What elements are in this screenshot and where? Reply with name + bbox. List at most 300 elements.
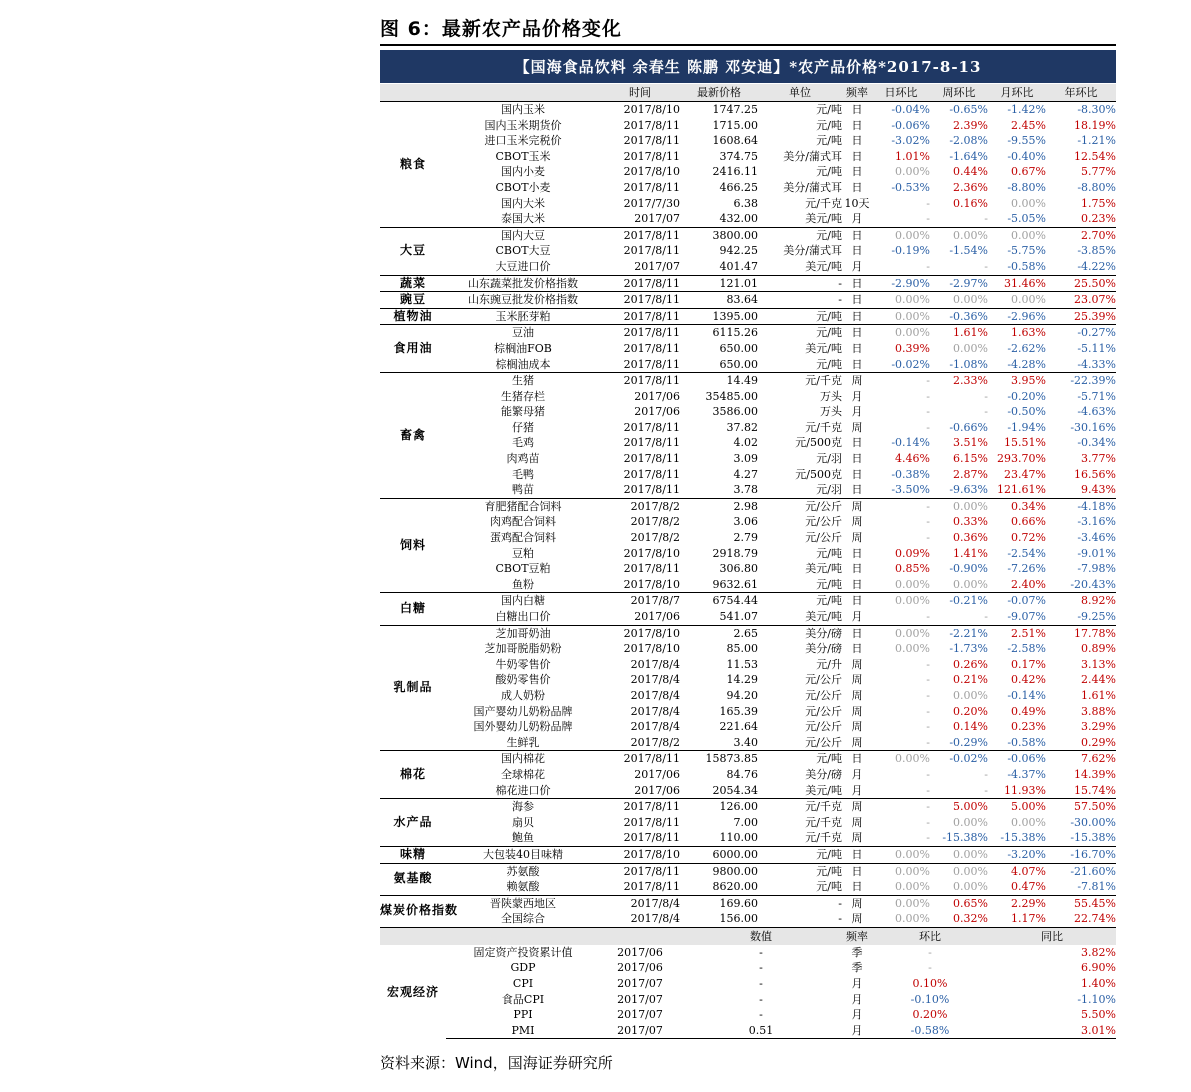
- item-price: 374.75: [719, 149, 758, 163]
- item-unit: 元/羽: [816, 483, 842, 497]
- item-frequency: 周: [851, 531, 863, 545]
- item-price: 3586.00: [712, 405, 758, 419]
- macro-row: [380, 1023, 1116, 1039]
- macro-header-row: [380, 927, 1116, 945]
- change-m: 2.40%: [1011, 577, 1046, 591]
- macro-time: 2017/07: [617, 992, 663, 1006]
- change-m: 2.45%: [1011, 118, 1046, 132]
- change-d: -: [872, 373, 930, 389]
- change-m: -1.42%: [988, 102, 1046, 118]
- category-cell: 畜禽: [380, 373, 446, 499]
- category-cell: 蔬菜: [380, 275, 446, 292]
- item-price: 15873.85: [680, 751, 758, 767]
- header-time: 时间: [600, 84, 680, 102]
- macro-value: -: [759, 961, 763, 975]
- change-m: -2.58%: [1007, 642, 1046, 656]
- item-time: 2017/8/4: [630, 673, 680, 687]
- change-d: 0.00%: [872, 625, 930, 641]
- item-price: 84.76: [726, 767, 758, 781]
- change-d: -: [926, 673, 930, 687]
- table-row: [380, 243, 1116, 259]
- item-frequency: 周: [851, 815, 863, 829]
- change-w: -0.21%: [930, 593, 988, 609]
- item-name: 国内小麦: [501, 165, 545, 179]
- change-y: 7.62%: [1046, 751, 1116, 767]
- item-unit: 元/吨: [758, 846, 842, 863]
- macro-time: 2017/06: [617, 945, 663, 959]
- item-frequency: 月: [851, 767, 863, 781]
- item-time: 2017/8/11: [623, 357, 680, 371]
- item-frequency: 周: [851, 673, 863, 687]
- item-frequency: 周: [851, 720, 863, 734]
- change-y: 25.50%: [1046, 275, 1116, 292]
- item-time: 2017/8/11: [623, 467, 680, 481]
- change-y: -22.39%: [1046, 373, 1116, 389]
- table-row: [380, 879, 1116, 895]
- item-unit: 元/吨: [758, 325, 842, 341]
- change-w: 5.00%: [930, 799, 988, 815]
- item-name: 仔猪: [512, 420, 534, 434]
- item-frequency: 日: [851, 357, 863, 371]
- item-frequency: 月: [851, 610, 863, 623]
- item-name: 国内棉花: [446, 751, 600, 767]
- item-unit: 美元/吨: [805, 562, 842, 576]
- item-frequency: 日: [851, 180, 863, 194]
- macro-mom: -0.10%: [910, 992, 950, 1006]
- change-y: 17.78%: [1046, 625, 1116, 641]
- item-unit: 万头: [820, 389, 842, 403]
- item-unit: 元/吨: [816, 880, 842, 894]
- change-d: -: [926, 531, 930, 545]
- change-m: 2.51%: [988, 625, 1046, 641]
- item-price: 9632.61: [712, 577, 758, 591]
- change-m: -0.58%: [1007, 735, 1046, 749]
- item-name: 晋陕蒙西地区: [446, 895, 600, 911]
- item-price: 2416.11: [712, 165, 758, 179]
- item-unit: 元/吨: [816, 118, 842, 132]
- item-frequency: 10天: [844, 196, 870, 210]
- item-frequency: 日: [851, 134, 863, 148]
- change-d: 0.00%: [872, 846, 930, 863]
- item-price: 6.38: [733, 196, 758, 210]
- item-price: 306.80: [719, 562, 758, 576]
- header-unit: 单位: [758, 84, 842, 102]
- item-name: 棕榈油FOB: [494, 341, 552, 355]
- item-price: 6115.26: [680, 325, 758, 341]
- change-y: -21.60%: [1046, 863, 1116, 879]
- change-y: 2.70%: [1046, 227, 1116, 243]
- item-unit: -: [758, 292, 842, 309]
- macro-mom: -: [928, 945, 932, 959]
- item-price: 4.02: [733, 436, 758, 450]
- change-w: 0.65%: [930, 895, 988, 911]
- change-d: -: [926, 657, 930, 671]
- change-w: 0.00%: [930, 863, 988, 879]
- category-cell: 饲料: [380, 498, 446, 593]
- change-y: -4.63%: [1077, 405, 1116, 419]
- change-y: -0.27%: [1046, 325, 1116, 341]
- item-name: 生鲜乳: [506, 735, 540, 749]
- change-w: -: [984, 783, 988, 797]
- change-w: -9.63%: [949, 483, 988, 497]
- table-row: [380, 420, 1116, 436]
- change-d: -: [926, 610, 930, 623]
- header-price: 最新价格: [680, 84, 758, 102]
- table-row: [380, 657, 1116, 673]
- item-frequency: 月: [851, 259, 863, 273]
- table-row: [380, 609, 1116, 625]
- figure-title: 图 6：最新农产品价格变化: [380, 18, 622, 40]
- item-unit: 美分/磅: [805, 642, 842, 656]
- item-frequency: 日: [842, 292, 872, 309]
- change-y: 25.39%: [1046, 308, 1116, 325]
- change-d: 0.39%: [895, 341, 930, 355]
- change-m: -8.80%: [1007, 180, 1046, 194]
- item-frequency: 日: [851, 880, 863, 894]
- change-w: 0.44%: [953, 165, 988, 179]
- item-time: 2017/07: [634, 212, 680, 226]
- table-row: [380, 373, 1116, 389]
- category-cell: 豌豆: [380, 292, 446, 309]
- item-name: 蛋鸡配合饲料: [490, 531, 556, 545]
- item-name: 鱼粉: [512, 577, 534, 591]
- item-name: 国内大米: [501, 196, 545, 210]
- item-frequency: 周: [851, 704, 863, 718]
- item-price: 9800.00: [680, 863, 758, 879]
- header-row: [380, 84, 1116, 102]
- change-y: -9.01%: [1077, 546, 1116, 560]
- item-frequency: 月: [851, 405, 863, 419]
- item-time: 2017/8/4: [630, 657, 680, 671]
- change-w: -: [984, 389, 988, 403]
- change-w: 0.16%: [953, 196, 988, 210]
- macro-mom: -: [928, 961, 932, 975]
- item-price: 6000.00: [680, 846, 758, 863]
- table-row: [380, 196, 1116, 212]
- table-row: [380, 180, 1116, 196]
- category-cell: 粮食: [380, 102, 446, 228]
- item-name: 肉鸡配合饲料: [490, 515, 556, 529]
- item-frequency: 日: [842, 308, 872, 325]
- change-w: 0.20%: [953, 704, 988, 718]
- item-price: 156.00: [719, 912, 758, 926]
- change-w: -15.38%: [942, 831, 988, 845]
- change-d: 0.09%: [895, 546, 930, 560]
- item-unit: 美分/蒲式耳: [783, 244, 842, 258]
- change-w: 2.36%: [953, 180, 988, 194]
- table-row: [380, 863, 1116, 879]
- table-row: [380, 751, 1116, 767]
- change-w: -0.02%: [930, 751, 988, 767]
- item-unit: 美元/吨: [805, 212, 842, 226]
- change-d: 4.46%: [895, 452, 930, 466]
- change-y: -7.81%: [1077, 880, 1116, 894]
- item-price: 14.49: [680, 373, 758, 389]
- item-price: 541.07: [719, 610, 758, 623]
- item-name: 鲍鱼: [512, 831, 534, 845]
- change-m: 15.51%: [1004, 436, 1046, 450]
- item-time: 2017/8/2: [600, 498, 680, 514]
- change-w: 2.87%: [953, 467, 988, 481]
- item-unit: 元/吨: [758, 308, 842, 325]
- table-row: [380, 561, 1116, 577]
- item-price: 466.25: [719, 180, 758, 194]
- item-name: 棕榈油成本: [495, 357, 551, 371]
- item-time: 2017/8/2: [630, 531, 680, 545]
- table-row: [380, 593, 1116, 609]
- table-row: [380, 292, 1116, 309]
- item-unit: 元/吨: [758, 227, 842, 243]
- table-row: [380, 846, 1116, 863]
- table-row: [380, 133, 1116, 149]
- item-time: 2017/8/11: [623, 244, 680, 258]
- table-row: [380, 118, 1116, 134]
- table-row: [380, 911, 1116, 927]
- change-d: -0.06%: [891, 118, 930, 132]
- item-unit: -: [758, 895, 842, 911]
- item-name: 能繁母猪: [501, 405, 545, 419]
- change-w: -2.97%: [930, 275, 988, 292]
- item-frequency: 月: [851, 389, 863, 403]
- macro-name: 固定资产投资累计值: [473, 945, 573, 959]
- change-m: -4.28%: [1007, 357, 1046, 371]
- change-d: -0.38%: [891, 467, 930, 481]
- item-unit: 美元/吨: [805, 783, 842, 797]
- macro-value: -: [759, 1008, 763, 1022]
- item-unit: 元/吨: [758, 863, 842, 879]
- item-price: 650.00: [719, 357, 758, 371]
- category-cell: 植物油: [380, 308, 446, 325]
- item-time: 2017/7/30: [623, 196, 680, 210]
- change-m: -0.14%: [1007, 688, 1046, 702]
- item-frequency: 周: [842, 373, 872, 389]
- item-name: 国产婴幼儿奶粉品牌: [473, 704, 573, 718]
- item-price: 1747.25: [680, 102, 758, 118]
- change-w: -0.66%: [949, 420, 988, 434]
- item-price: 432.00: [719, 212, 758, 226]
- change-w: 0.00%: [930, 846, 988, 863]
- item-price: 35485.00: [705, 389, 758, 403]
- item-name: 牛奶零售价: [495, 657, 551, 671]
- table-row: [380, 357, 1116, 373]
- item-time: 2017/8/10: [623, 577, 680, 591]
- item-name: 扇贝: [512, 815, 534, 829]
- change-d: -0.02%: [891, 357, 930, 371]
- item-price: 7.00: [733, 815, 758, 829]
- change-d: -: [872, 799, 930, 815]
- change-w: 1.61%: [930, 325, 988, 341]
- change-d: -0.14%: [891, 436, 930, 450]
- item-time: 2017/8/10: [623, 546, 680, 560]
- item-unit: -: [838, 912, 842, 926]
- item-name: 国外婴幼儿奶粉品牌: [473, 720, 573, 734]
- change-d: 0.00%: [872, 325, 930, 341]
- macro-mom: 0.20%: [912, 1008, 948, 1022]
- change-w: -: [984, 259, 988, 273]
- change-y: 9.43%: [1081, 483, 1116, 497]
- item-time: 2017/8/11: [600, 325, 680, 341]
- item-unit: 元/公斤: [758, 498, 842, 514]
- change-m: -0.40%: [1007, 149, 1046, 163]
- macro-mom: -0.58%: [872, 1023, 988, 1039]
- macro-yoy: 1.40%: [1081, 977, 1116, 991]
- item-frequency: 周: [851, 912, 863, 926]
- item-unit: 元/公斤: [805, 704, 842, 718]
- item-price: 2918.79: [712, 546, 758, 560]
- item-unit: 美分/磅: [758, 625, 842, 641]
- category-cell: 水产品: [380, 799, 446, 847]
- item-frequency: 周: [851, 420, 863, 434]
- category-cell: 乳制品: [380, 625, 446, 751]
- change-y: -1.21%: [1077, 134, 1116, 148]
- change-y: 14.39%: [1074, 767, 1116, 781]
- change-y: 16.56%: [1074, 467, 1116, 481]
- change-m: 0.00%: [1011, 196, 1046, 210]
- item-time: 2017/8/2: [630, 515, 680, 529]
- change-y: 0.29%: [1081, 735, 1116, 749]
- table-row: [380, 259, 1116, 275]
- change-d: -: [926, 515, 930, 529]
- change-w: 0.00%: [953, 815, 988, 829]
- change-d: -: [926, 405, 930, 419]
- change-m: 0.00%: [988, 292, 1046, 309]
- change-y: 3.29%: [1081, 720, 1116, 734]
- table-row: [380, 498, 1116, 514]
- item-unit: 元/千克: [758, 373, 842, 389]
- change-d: -: [926, 259, 930, 273]
- item-time: 2017/8/10: [600, 102, 680, 118]
- change-m: 0.00%: [988, 227, 1046, 243]
- item-unit: 美分/磅: [805, 767, 842, 781]
- change-w: 1.41%: [953, 546, 988, 560]
- macro-value: 0.51: [680, 1023, 842, 1039]
- change-w: -0.65%: [930, 102, 988, 118]
- item-time: 2017/8/10: [600, 846, 680, 863]
- change-w: -0.90%: [949, 562, 988, 576]
- change-w: 0.32%: [953, 912, 988, 926]
- macro-yoy: 3.82%: [1081, 945, 1116, 959]
- item-name: 全国综合: [501, 912, 545, 926]
- change-w: 0.14%: [953, 720, 988, 734]
- item-unit: 元/吨: [816, 134, 842, 148]
- change-y: 18.19%: [1074, 118, 1116, 132]
- macro-header-blank: [446, 927, 600, 945]
- item-unit: 元/吨: [816, 546, 842, 560]
- item-frequency: 日: [851, 118, 863, 132]
- change-d: 0.85%: [895, 562, 930, 576]
- item-name: 海参: [446, 799, 600, 815]
- item-time: 2017/8/11: [623, 880, 680, 894]
- item-price: 3.06: [733, 515, 758, 529]
- header-blank-name: [446, 84, 600, 102]
- item-name: 进口玉米完税价: [484, 134, 562, 148]
- change-d: -: [926, 831, 930, 845]
- change-y: 0.89%: [1081, 642, 1116, 656]
- macro-header-mom: 环比: [872, 927, 988, 945]
- change-w: -: [984, 610, 988, 623]
- change-y: -5.11%: [1077, 341, 1116, 355]
- change-y: -20.43%: [1070, 577, 1116, 591]
- item-time: 2017/8/11: [623, 436, 680, 450]
- item-time: 2017/8/11: [600, 292, 680, 309]
- item-price: 169.60: [680, 895, 758, 911]
- item-name: 芝加哥脱脂奶粉: [484, 642, 562, 656]
- item-time: 2017/8/11: [623, 134, 680, 148]
- change-w: -: [984, 405, 988, 419]
- item-time: 2017/8/7: [600, 593, 680, 609]
- item-unit: 元/吨: [758, 751, 842, 767]
- change-m: 0.34%: [988, 498, 1046, 514]
- item-frequency: 日: [842, 593, 872, 609]
- item-frequency: 周: [851, 657, 863, 671]
- item-unit: 元/吨: [816, 165, 842, 179]
- table-row: [380, 641, 1116, 657]
- change-y: 5.77%: [1081, 165, 1116, 179]
- header-yearly-change: 年环比: [1046, 84, 1116, 102]
- change-d: -: [926, 815, 930, 829]
- item-price: 3800.00: [680, 227, 758, 243]
- change-m: 5.00%: [988, 799, 1046, 815]
- title-rule: [380, 44, 1116, 46]
- macro-frequency: 季: [851, 945, 863, 959]
- item-name: 生猪存栏: [501, 389, 545, 403]
- macro-header-blank: [380, 927, 446, 945]
- item-time: 2017/8/11: [600, 863, 680, 879]
- macro-row: [380, 960, 1116, 976]
- change-m: -0.58%: [1007, 259, 1046, 273]
- change-w: -1.54%: [949, 244, 988, 258]
- change-d: 0.00%: [872, 308, 930, 325]
- change-y: 57.50%: [1046, 799, 1116, 815]
- item-time: 2017/8/11: [600, 227, 680, 243]
- item-time: 2017/8/11: [623, 452, 680, 466]
- item-time: 2017/06: [634, 783, 680, 797]
- macro-name: 食品CPI: [501, 992, 545, 1006]
- table-row: [380, 546, 1116, 562]
- item-frequency: 日: [842, 863, 872, 879]
- change-m: 11.93%: [1004, 783, 1046, 797]
- item-frequency: 日: [851, 546, 863, 560]
- table-row: [380, 735, 1116, 751]
- item-price: 1715.00: [712, 118, 758, 132]
- item-frequency: 日: [842, 751, 872, 767]
- table-row: [380, 389, 1116, 405]
- macro-value: -: [759, 945, 763, 959]
- change-m: -7.26%: [1007, 562, 1046, 576]
- change-w: -2.08%: [949, 134, 988, 148]
- change-d: -: [926, 212, 930, 226]
- item-time: 2017/8/11: [600, 751, 680, 767]
- change-w: 0.00%: [953, 688, 988, 702]
- change-w: -: [984, 767, 988, 781]
- header-blank-category: [380, 84, 446, 102]
- macro-row: [380, 976, 1116, 992]
- table-body: [380, 102, 1116, 1039]
- item-name: 玉米胚芽粕: [446, 308, 600, 325]
- item-name: 毛鸭: [512, 467, 534, 481]
- change-d: 0.00%: [872, 593, 930, 609]
- change-d: 0.00%: [872, 292, 930, 309]
- change-d: -0.53%: [891, 180, 930, 194]
- item-price: 3.78: [733, 483, 758, 497]
- item-unit: 元/千克: [805, 815, 842, 829]
- item-frequency: 日: [851, 244, 863, 258]
- item-frequency: 日: [842, 325, 872, 341]
- change-d: -0.19%: [891, 244, 930, 258]
- item-frequency: 日: [851, 149, 863, 163]
- item-price: 83.64: [680, 292, 758, 309]
- item-price: 401.47: [719, 259, 758, 273]
